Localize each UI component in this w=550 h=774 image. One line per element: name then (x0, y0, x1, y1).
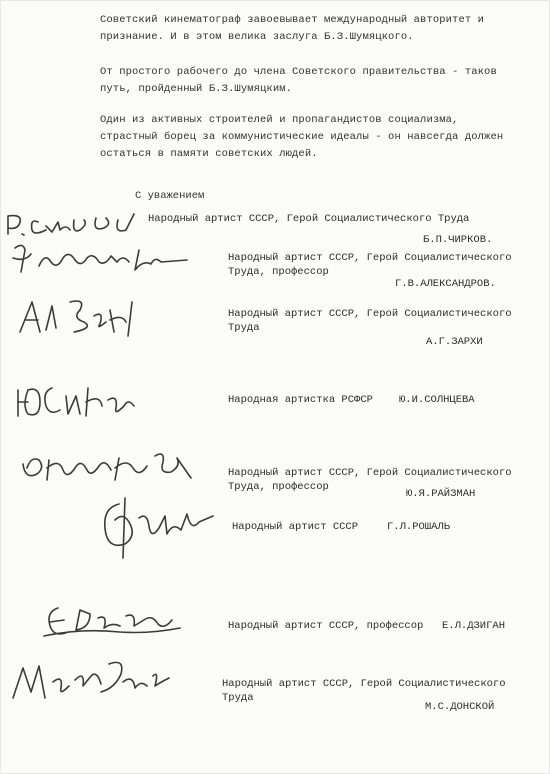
signatory-4-name: Ю.И.СОЛНЦЕВА (399, 394, 475, 406)
signature-solntseva (10, 376, 140, 428)
signature-donskoy (5, 652, 180, 714)
signatory-6-name: Г.Л.РОШАЛЬ (387, 521, 451, 533)
signatory-4-title: Народная артистка РСФСР (228, 394, 373, 406)
signatory-3-title: Народный артист СССР, Герой Социалистического Труда (228, 308, 512, 334)
signature-chirkov (0, 204, 150, 244)
closing-salutation: С уважением (135, 190, 205, 202)
paragraph-3: Один из активных строителей и пропагандистов социализма, страстный борец за коммунистические идеалы - он навсегда должен остаться в памяти советских людей. (100, 114, 504, 160)
signature-raizman (15, 444, 205, 494)
signatory-8-name: М.С.ДОНСКОЙ (425, 701, 495, 713)
signatory-2-title: Народный артист СССР, Герой Социалистического Труда, профессор (228, 252, 512, 278)
signature-roshal (95, 492, 225, 564)
signature-dzigan (40, 598, 190, 646)
signatory-1-name: Б.П.ЧИРКОВ. (423, 234, 493, 246)
signatory-1-title: Народный артист СССР, Герой Социалистического Труда (148, 213, 470, 225)
signatory-5-name: Ю.Я.РАЙЗМАН (406, 488, 476, 500)
signature-zarkhi (10, 292, 150, 344)
signatory-5-title: Народный артист СССР, Герой Социалистического Труда, профессор (228, 467, 512, 493)
signatory-2-name: Г.В.АЛЕКСАНДРОВ. (395, 278, 496, 290)
paragraph-1: Советский кинематограф завоевывает международный авторитет и признание. И в этом велика заслуга Б.З.Шумяцкого. (100, 14, 485, 43)
signatory-6-title: Народный артист СССР (232, 521, 359, 533)
signatory-8-title: Народный артист СССР, Герой Социалистического Труда (222, 678, 506, 704)
signatory-7-title: Народный артист СССР, профессор (228, 620, 424, 632)
signatory-3-name: А.Г.ЗАРХИ (426, 336, 483, 348)
signature-aleksandrov (5, 240, 195, 280)
paragraph-2: От простого рабочего до члена Советского правительства - таков путь, пройденный Б.З.Шумяцким. (100, 66, 497, 95)
signatory-7-name: Е.Л.ДЗИГАН (442, 620, 506, 632)
